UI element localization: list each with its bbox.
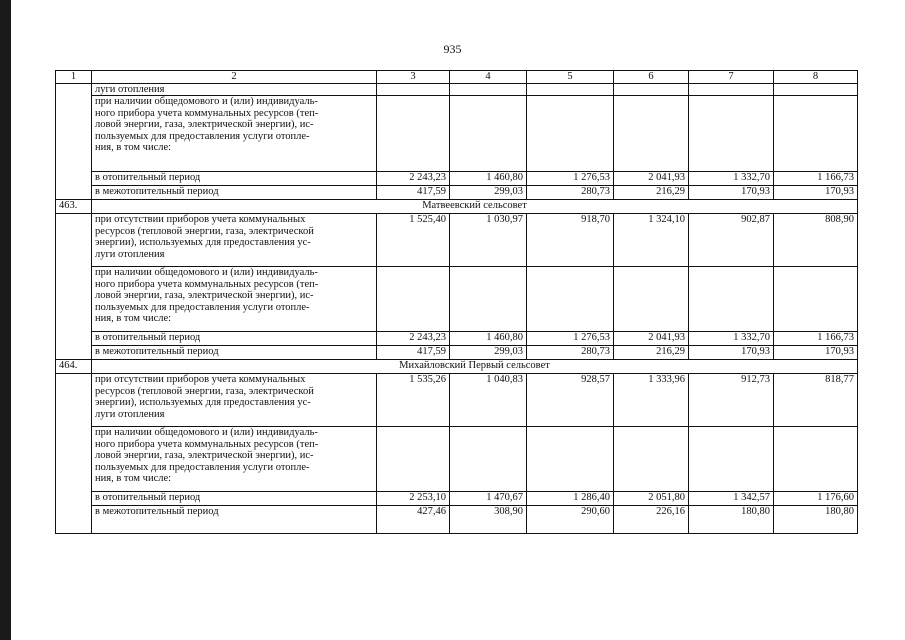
table-row — [56, 506, 858, 534]
value-cell: 1 276,53 — [527, 172, 614, 186]
page-number: 935 — [443, 42, 462, 56]
settlement-name: Матвеевский сельсовет — [92, 200, 858, 214]
header-col-4: 4 — [450, 71, 527, 84]
value-cell: 299,03 — [450, 346, 527, 360]
meter-present-text: при наличии общедомового и (или) индивидуаль- ного прибора учета коммунальных ресурсов (теп- ловой энергии, газа, электрической энергии), ис- пользуемых для предоставления услуги отопле- ния, в том числе: — [92, 427, 377, 492]
tariff-table — [55, 70, 858, 534]
value-cell: 2 253,10 — [377, 492, 450, 506]
value-cell: 1 276,53 — [527, 332, 614, 346]
value-cell: 280,73 — [527, 186, 614, 200]
header-col-5: 5 — [527, 71, 614, 84]
table-row — [56, 172, 858, 186]
header-col-1: 1 — [56, 71, 92, 84]
meter-present-text: при наличии общедомового и (или) индивидуаль- ного прибора учета коммунальных ресурсов (теп- ловой энергии, газа, электрической энергии), ис- пользуемых для предоставления услуги отопле- ния, в том числе: — [92, 96, 377, 172]
table-row — [56, 346, 858, 360]
value-cell: 180,80 — [689, 506, 774, 534]
value-cell: 1 176,60 — [774, 492, 858, 506]
value-cell: 2 051,80 — [614, 492, 689, 506]
value-cell: 2 243,23 — [377, 332, 450, 346]
table-row — [56, 83, 858, 96]
value-cell: 290,60 — [527, 506, 614, 534]
index-cell — [56, 214, 92, 360]
row-index: 464. — [56, 360, 92, 374]
header-row — [56, 71, 858, 84]
value-cell: 170,93 — [774, 346, 858, 360]
table-row — [56, 96, 858, 172]
table-row — [56, 492, 858, 506]
header-col-7: 7 — [689, 71, 774, 84]
table-row — [56, 267, 858, 332]
header-col-8: 8 — [774, 71, 858, 84]
value-cell: 1 040,83 — [450, 374, 527, 427]
value-cell: 1 460,80 — [450, 332, 527, 346]
table-row — [56, 332, 858, 346]
non-heating-label: в межотопительный период — [92, 186, 377, 200]
value-cell: 427,46 — [377, 506, 450, 534]
value-cell: 1 166,73 — [774, 332, 858, 346]
value-cell: 902,87 — [689, 214, 774, 267]
value-cell: 1 286,40 — [527, 492, 614, 506]
value-cell: 1 333,96 — [614, 374, 689, 427]
no-meter-text: при отсутствии приборов учета коммунальных ресурсов (тепловой энергии, газа, электрической энергии), используемых для предоставления ус- луги отопления — [92, 374, 377, 427]
heating-label: в отопительный период — [92, 332, 377, 346]
value-cell: 226,16 — [614, 506, 689, 534]
value-cell: 1 470,67 — [450, 492, 527, 506]
value-cell: 912,73 — [689, 374, 774, 427]
value-cell: 918,70 — [527, 214, 614, 267]
value-cell: 1 342,57 — [689, 492, 774, 506]
value-cell: 170,93 — [689, 186, 774, 200]
value-cell: 2 041,93 — [614, 332, 689, 346]
row-index: 463. — [56, 200, 92, 214]
value-cell: 1 332,70 — [689, 172, 774, 186]
value-cell: 2 041,93 — [614, 172, 689, 186]
index-cell — [56, 83, 92, 200]
heating-label: в отопительный период — [92, 172, 377, 186]
table-row — [56, 186, 858, 200]
header-col-2: 2 — [92, 71, 377, 84]
value-cell: 170,93 — [689, 346, 774, 360]
settlement-row — [56, 200, 858, 214]
index-cell — [56, 374, 92, 534]
table-row — [56, 427, 858, 492]
continuation-text: луги отопления — [92, 83, 377, 96]
non-heating-label: в межотопительный период — [92, 346, 377, 360]
settlement-name: Михайловский Первый сельсовет — [92, 360, 858, 374]
value-cell: 1 535,26 — [377, 374, 450, 427]
no-meter-text: при отсутствии приборов учета коммунальных ресурсов (тепловой энергии, газа, электрической энергии), используемых для предоставления ус- луги отопления — [92, 214, 377, 267]
table-row — [56, 374, 858, 427]
value-cell: 2 243,23 — [377, 172, 450, 186]
value-cell: 818,77 — [774, 374, 858, 427]
meter-present-text: при наличии общедомового и (или) индивидуаль- ного прибора учета коммунальных ресурсов (теп- ловой энергии, газа, электрической энергии), ис- пользуемых для предоставления услуги отопле- ния, в том числе: — [92, 267, 377, 332]
non-heating-label: в межотопительный период — [92, 506, 377, 534]
heating-label: в отопительный период — [92, 492, 377, 506]
value-cell: 1 460,80 — [450, 172, 527, 186]
value-cell: 1 166,73 — [774, 172, 858, 186]
value-cell: 216,29 — [614, 346, 689, 360]
value-cell: 1 324,10 — [614, 214, 689, 267]
value-cell: 299,03 — [450, 186, 527, 200]
value-cell: 280,73 — [527, 346, 614, 360]
table-row — [56, 214, 858, 267]
header-col-6: 6 — [614, 71, 689, 84]
value-cell: 417,59 — [377, 186, 450, 200]
value-cell: 417,59 — [377, 346, 450, 360]
value-cell: 928,57 — [527, 374, 614, 427]
value-cell: 1 030,97 — [450, 214, 527, 267]
value-cell: 1 332,70 — [689, 332, 774, 346]
value-cell: 170,93 — [774, 186, 858, 200]
scan-edge-bar — [0, 0, 11, 640]
value-cell: 808,90 — [774, 214, 858, 267]
header-col-3: 3 — [377, 71, 450, 84]
value-cell: 308,90 — [450, 506, 527, 534]
value-cell: 180,80 — [774, 506, 858, 534]
value-cell: 216,29 — [614, 186, 689, 200]
value-cell: 1 525,40 — [377, 214, 450, 267]
settlement-row — [56, 360, 858, 374]
